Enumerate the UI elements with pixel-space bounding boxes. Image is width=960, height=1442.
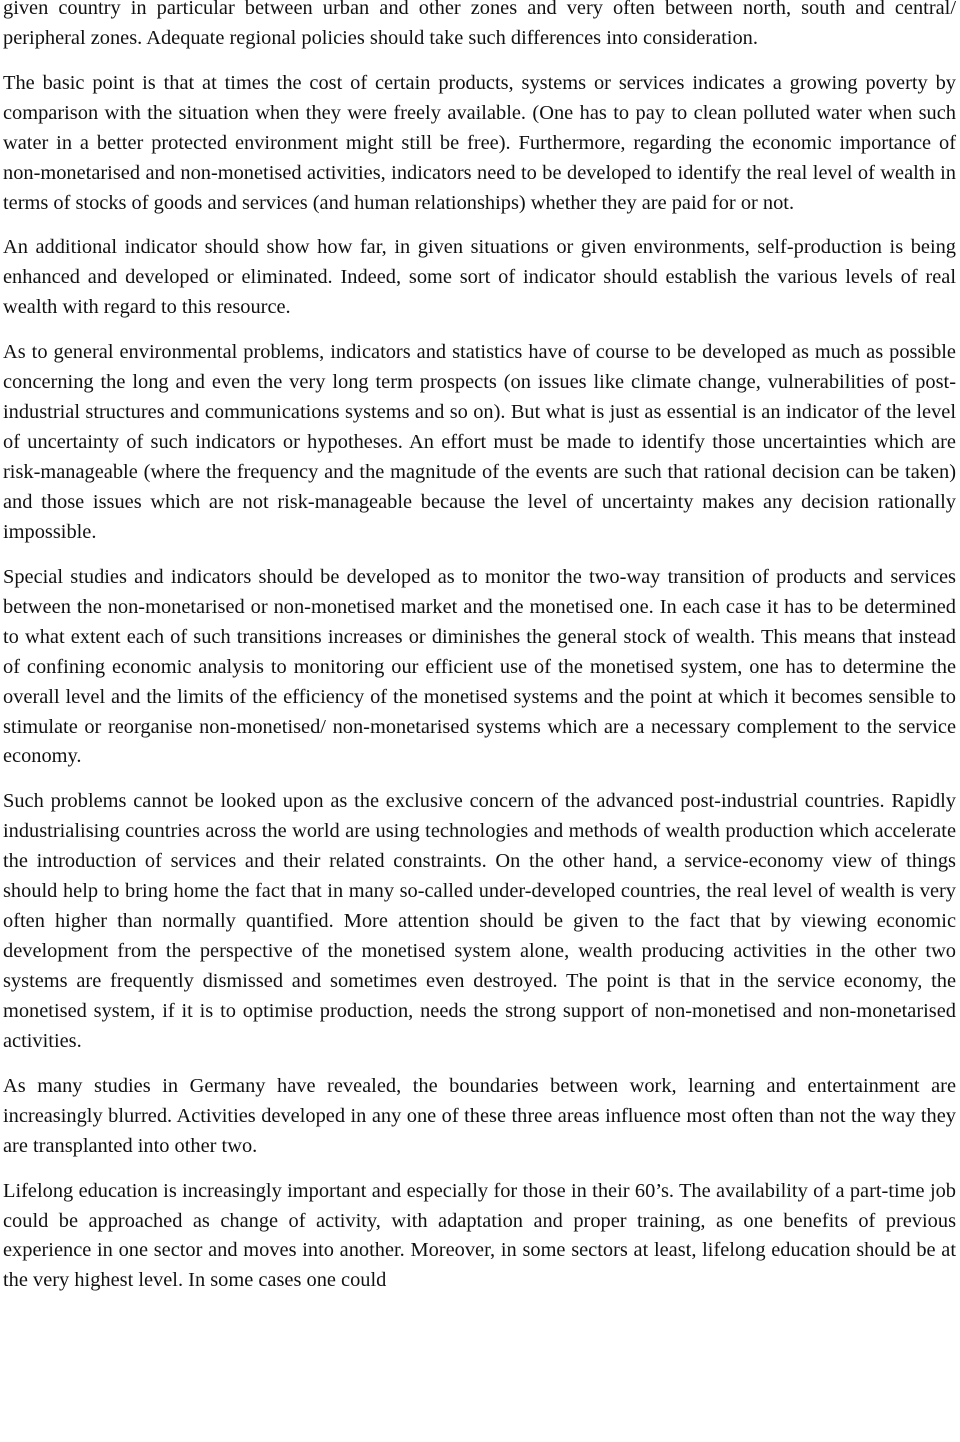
paragraph-germany-studies: As many studies in Germany have revealed, the boundaries between work, learning and entertainment are increasingly blurred. Activities developed in any one of these three areas influence most often than not the way they are transplanted into other two. bbox=[3, 1074, 956, 1157]
document-page bbox=[3, 0, 956, 1311]
paragraph-environmental-problems: As to general environmental problems, indicators and statistics have of course to be developed as much as possible concerning the long and even the very long term prospects (on issues like climate change, vulnerabilities of post-industrial structures and communications systems and so on). But what is just as essential is an indicator of the level of uncertainty of such indicators or hypotheses. An effort must be made to identify those uncertainties which are risk-manageable (where the frequency and the magnitude of the events are such that rational decision can be taken) and those issues which are not risk-manageable because the level of uncertainty makes any decision rationally impossible. bbox=[3, 341, 956, 543]
paragraph-special-studies: Special studies and indicators should be developed as to monitor the two-way transition of products and services between the non-monetarised or non-monetised market and the monetised one. In each case it has to be determined to what extent each of such transitions increases or diminishes the general stock of wealth. This means that instead of confining economic analysis to monitoring our efficient use of the monetised system, one has to determine the overall level and the limits of the efficiency of the monetised systems and the point at which it becomes sensible to stimulate or reorganise non-monetised/ non-monetarised systems which are a necessary complement to the service economy. bbox=[3, 565, 956, 768]
paragraph-cost-poverty: The basic point is that at times the cost of certain products, systems or services indicates a growing poverty by comparison with the situation when they were freely available. (One has to pay to clean polluted water when such water in a better protected environment might still be free). Furthermore, regarding the economic importance of non-monetarised and non-monetised activities, indicators need to be developed to identify the real level of wealth in terms of stocks of goods and services (and human relationships) whether they are paid for or not. bbox=[3, 71, 956, 214]
paragraph-self-production: An additional indicator should show how far, in given situations or given environments, self-production is being enhanced and developed or eliminated. Indeed, some sort of indicator should establish the various levels of real wealth with regard to this resource. bbox=[3, 236, 956, 319]
paragraph-such-problems: Such problems cannot be looked upon as the exclusive concern of the advanced post-industrial countries. Rapidly industrialising countries across the world are using technologies and methods of wealth production which accelerate the introduction of services and their related constraints. On the other hand, a service-economy view of things should help to bring home the fact that in many so-called under-developed countries, the real level of wealth is very often higher than normally quantified. More attention should be given to the fact that by viewing economic development from the perspective of the monetised system alone, wealth producing activities in the other two systems are frequently dismissed and sometimes even destroyed. The point is that in the service economy, the monetised system, if it is to optimise production, needs the strong support of non-monetised and non-monetarised activities. bbox=[3, 790, 956, 1052]
paragraph-continued: given country in particular between urban and other zones and very often between north, south and central/ peripheral zones. Adequate regional policies should take such differences into consideration. bbox=[3, 0, 956, 49]
paragraph-lifelong-education: Lifelong education is increasingly important and especially for those in their 60’s. The availability of a part-time job could be approached as change of activity, with adaptation and proper training, as one benefits of previous experience in one sector and moves into another. Moreover, in some sectors at least, lifelong education should be at the very highest level. In some cases one could bbox=[3, 1179, 956, 1292]
